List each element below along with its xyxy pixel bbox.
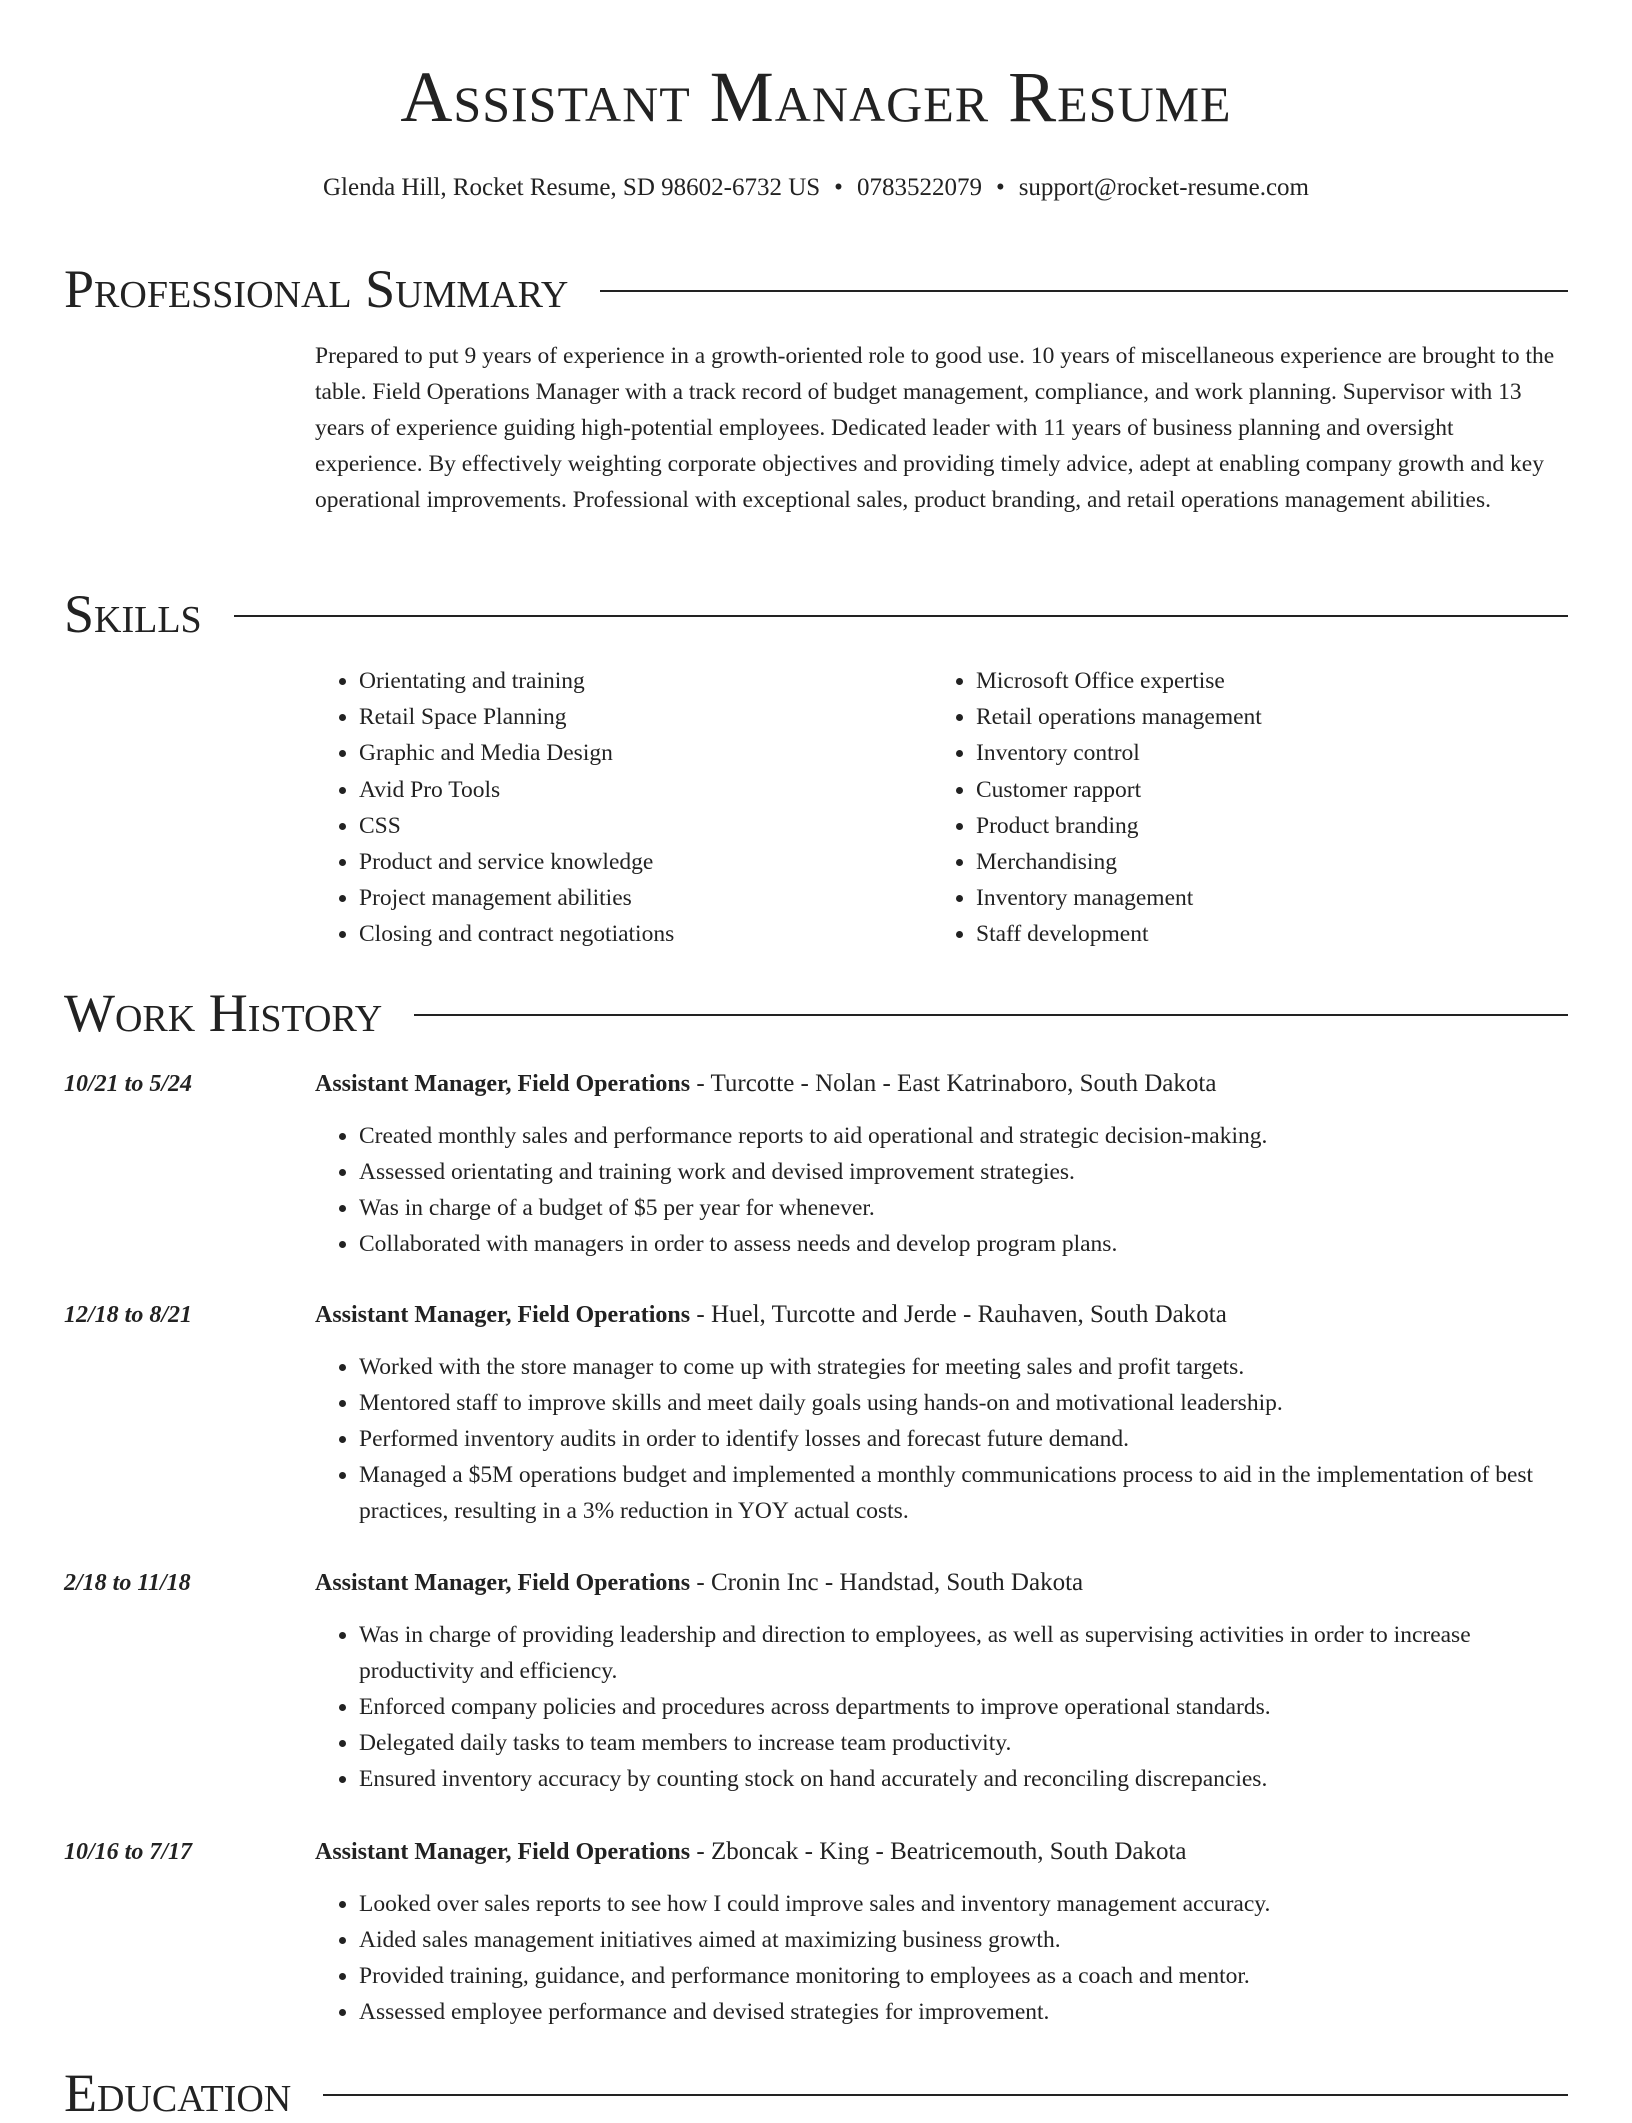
skill-item: • Microsoft Office expertise <box>976 663 1549 699</box>
contact-phone: 0783522079 <box>856 174 982 201</box>
job-title: Assistant Manager, Field Operations <box>315 1839 691 1865</box>
job-bullet: • Worked with the store manager to come up with strategies for meeting sales and profit targets. <box>359 1349 1568 1385</box>
skill-item: • Inventory management <box>976 880 1549 916</box>
skill-item: • Retail operations management <box>976 699 1549 735</box>
job-employer: - Huel, Turcotte and Jerde - Rauhaven, South Dakota <box>690 1301 1227 1328</box>
job-bullets <box>315 1886 1568 2030</box>
job-dates: 12/18 to 8/21 <box>64 1302 193 1328</box>
job-bullet: • Created monthly sales and performance reports to aid operational and strategic decision-making. <box>359 1118 1568 1154</box>
job-bullet: • Delegated daily tasks to team members to increase team productivity. <box>359 1725 1568 1761</box>
job-employer: - Cronin Inc - Handstad, South Dakota <box>690 1569 1084 1596</box>
contact-separator: • <box>995 174 1005 201</box>
skill-item: • Project management abilities <box>359 880 932 916</box>
job-bullets <box>315 1118 1568 1262</box>
skill-item: • Staff development <box>976 916 1549 952</box>
skill-item: • Merchandising <box>976 844 1549 880</box>
contact-email[interactable]: support@rocket-resume.com <box>1018 174 1309 201</box>
section-divider <box>414 1014 1568 1016</box>
contact-line <box>0 174 1632 202</box>
job-bullet: • Aided sales management initiatives aimed at maximizing business growth. <box>359 1922 1568 1958</box>
skill-item: • Orientating and training <box>359 663 932 699</box>
section-skills <box>64 584 1568 644</box>
job-dates: 2/18 to 11/18 <box>64 1570 191 1596</box>
job-bullet: • Managed a $5M operations budget and implemented a monthly communications process to aid in the implementation of best practices, resulting in a 3% reduction in YOY actual costs. <box>359 1457 1568 1529</box>
skill-item: • CSS <box>359 808 932 844</box>
job-title: Assistant Manager, Field Operations <box>315 1071 691 1097</box>
job-bullet: • Performed inventory audits in order to identify losses and forecast future demand. <box>359 1421 1568 1457</box>
contact-separator: • <box>834 174 843 201</box>
job-bullet: • Collaborated with managers in order to assess needs and develop program plans. <box>359 1226 1568 1262</box>
contact-address: Glenda Hill, Rocket Resume, SD 98602-6732 US <box>322 174 821 201</box>
section-work-history <box>64 983 1568 1043</box>
job-bullet: • Ensured inventory accuracy by counting stock on hand accurately and reconciling discrepancies. <box>359 1761 1568 1797</box>
skills-list-right <box>932 663 1549 953</box>
job-employer: - Zboncak - King - Beatricemouth, South Dakota <box>690 1838 1187 1865</box>
skill-item: • Product and service knowledge <box>359 844 932 880</box>
section-professional-summary <box>64 259 1568 319</box>
job-heading <box>315 1066 1216 1102</box>
section-divider <box>234 615 1568 617</box>
job-dates: 10/21 to 5/24 <box>64 1071 193 1097</box>
skill-item: • Retail Space Planning <box>359 699 932 735</box>
section-title: Professional Summary <box>64 259 569 319</box>
section-title: Skills <box>64 584 202 644</box>
job-title: Assistant Manager, Field Operations <box>315 1570 691 1596</box>
skill-item: • Inventory control <box>976 735 1549 771</box>
skills-list-left <box>315 663 932 953</box>
job-heading <box>315 1834 1187 1870</box>
job-bullet: • Was in charge of a budget of $5 per year for whenever. <box>359 1190 1568 1226</box>
job-bullet: • Assessed employee performance and devised strategies for improvement. <box>359 1994 1568 2030</box>
skill-item: • Customer rapport <box>976 772 1549 808</box>
skill-item: • Avid Pro Tools <box>359 772 932 808</box>
job-bullet: • Mentored staff to improve skills and meet daily goals using hands-on and motivational leadership. <box>359 1385 1568 1421</box>
job-bullets <box>315 1349 1568 1529</box>
job-bullet: • Was in charge of providing leadership and direction to employees, as well as supervising activities in order to increase productivity and efficiency. <box>359 1617 1568 1689</box>
skill-item: • Product branding <box>976 808 1549 844</box>
job-title: Assistant Manager, Field Operations <box>315 1302 691 1328</box>
job-bullet: • Assessed orientating and training work and devised improvement strategies. <box>359 1154 1568 1190</box>
job-employer: - Turcotte - Nolan - East Katrinaboro, South Dakota <box>690 1070 1217 1097</box>
job-bullets <box>315 1617 1568 1797</box>
job-bullet: • Enforced company policies and procedures across departments to improve operational standards. <box>359 1689 1568 1725</box>
summary-paragraph: Prepared to put 9 years of experience in a growth-oriented role to good use. 10 years of miscellaneous experience are brought to the table. Field Operations Manager with a track record of budget management, compliance, and work planning. Supervisor with 13 years of experience guiding high-potential employees. Dedicated leader with 11 years of business planning and oversight experience. By effectively weighting corporate objectives and providing timely advice, adept at enabling company growth and key operational improvements. Professional with exceptional sales, product branding, and retail operations management abilities. <box>315 343 1555 513</box>
section-title: Education <box>64 2063 292 2123</box>
resume-title: Assistant Manager Resume <box>400 57 1232 137</box>
job-heading <box>315 1565 1083 1601</box>
job-bullet: • Looked over sales reports to see how I could improve sales and inventory management accuracy. <box>359 1886 1568 1922</box>
section-title: Work History <box>64 983 383 1043</box>
section-divider <box>323 2094 1568 2096</box>
section-divider <box>600 290 1568 292</box>
skill-item: • Closing and contract negotiations <box>359 916 932 952</box>
job-heading <box>315 1297 1227 1333</box>
skills-columns <box>315 663 1567 953</box>
job-dates: 10/16 to 7/17 <box>64 1839 193 1865</box>
job-bullet: • Provided training, guidance, and performance monitoring to employees as a coach and mentor. <box>359 1958 1568 1994</box>
skill-item: • Graphic and Media Design <box>359 735 932 771</box>
